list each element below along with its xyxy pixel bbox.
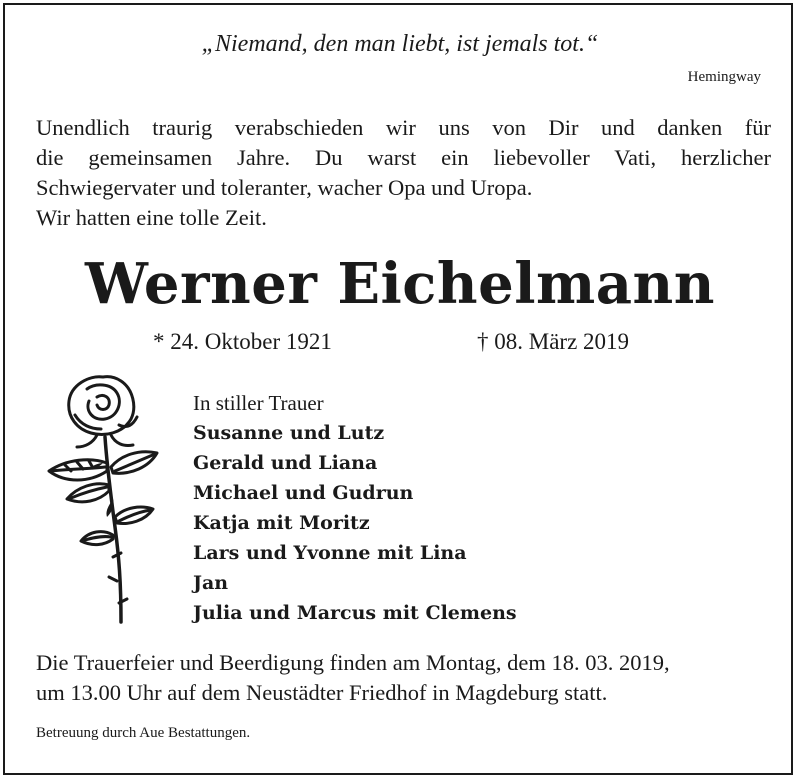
- mourner-name: Lars und Yvonne mit Lina: [193, 542, 467, 564]
- obituary-frame: [3, 3, 793, 775]
- service-announcement: [36, 648, 776, 708]
- mourners-heading: In stiller Trauer: [193, 391, 324, 415]
- death-date: † 08. März 2019: [477, 329, 630, 354]
- mourner-name: Susanne und Lutz: [193, 422, 385, 444]
- rose-icon: [41, 367, 181, 629]
- intro-line: Unendlich traurig verabschieden wir uns von Dir und danken für: [36, 115, 771, 140]
- intro-line: Schwiegervater und toleranter, wacher Opa und Uropa.: [36, 175, 533, 200]
- quote-author: Hemingway: [687, 69, 761, 85]
- mourner-name: Gerald und Liana: [193, 452, 378, 474]
- intro-paragraph: [36, 113, 771, 233]
- deceased-name: Werner Eichelmann: [85, 251, 715, 317]
- birth-date: * 24. Oktober 1921: [153, 329, 332, 354]
- mourner-name: Julia und Marcus mit Clemens: [193, 602, 517, 624]
- mourner-name: Katja mit Moritz: [193, 512, 370, 534]
- mourner-name: Jan: [193, 572, 229, 594]
- mourner-name: Michael und Gudrun: [193, 482, 414, 504]
- intro-line: die gemeinsamen Jahre. Du warst ein liebevoller Vati, herzlicher: [36, 145, 771, 170]
- mourners-list: [193, 388, 517, 628]
- funeral-home-credit: Betreuung durch Aue Bestattungen.: [36, 725, 251, 741]
- service-line: Die Trauerfeier und Beerdigung finden am Montag, dem 18. 03. 2019,: [36, 650, 670, 675]
- intro-line: Wir hatten eine tolle Zeit.: [36, 205, 267, 230]
- service-line: um 13.00 Uhr auf dem Neustädter Friedhof in Magdeburg statt.: [36, 680, 608, 705]
- quote-text: „Niemand, den man liebt, ist jemals tot.“: [201, 31, 599, 57]
